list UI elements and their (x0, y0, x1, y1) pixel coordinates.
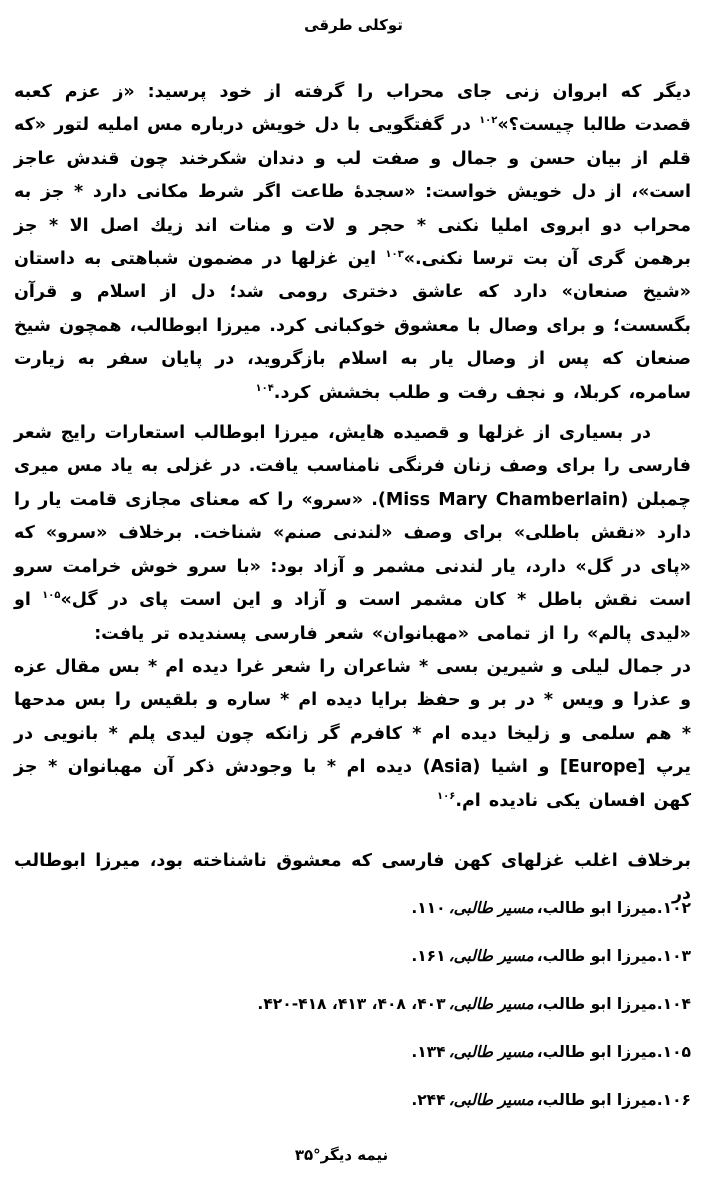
footnote-book-title: مسیر طالبی، (448, 1091, 534, 1109)
poem-text: در جمال لیلی و شیرین بسی * شاعران را شعر غرا دیده ام * بس مقال عزه و عذرا و ویس * در بر و حفظ برایا دیده ام * ساره و بلقیس را بس مدحها * هم سلمی و زلیخا دیده ام * کافرم گر زانکه چون لیدی پلم * بانویی در یرپ [Europe] و اشیا (Asia) دیده ام * با وجودش ذکر آن مهبانوان * جز کهن افسان یکی نادیده ام. (14, 656, 691, 811)
footnote-106 (14, 1089, 691, 1111)
footnote-pages: ۱۳۴. (411, 1043, 446, 1061)
footnote-author: میرزا ابو طالب، (536, 899, 657, 917)
footnote-number: ۱۰۴. (656, 995, 691, 1013)
footnote-pages: ۲۴۴. (411, 1091, 446, 1109)
paragraph-1 (14, 76, 691, 410)
poem-block (14, 651, 691, 818)
footnote-102 (14, 897, 691, 919)
footnote-number: ۱۰۵. (656, 1043, 691, 1061)
page-footer: نیمه دیگر°۳۵ (294, 1146, 389, 1164)
paragraph-1-text-2: در گفتگویی با دل خویش درباره مس املیه لتور «که قلم از بیان حسن و جمال و صفت لب و دندان شکرخند چون قندش عاجز است»، از دل خویش خواست: «سجدهٔ طاعت اگر شرط مکانی دارد * جز به محراب دو ابروی املیا نکنی * حجر و لات و منات اند زیك اصل الا * جز برهمن گری آن بت ترسا نکنی.» (14, 115, 691, 270)
paragraph-1-text-1: دیگر که ابروان زنی جای محراب را گرفته از خود پرسید: «ز عزم کعبه قصدت طالبا چیست؟» (14, 82, 691, 136)
footnote-book-title: مسیر طالبی، (448, 947, 534, 965)
paragraph-2-text-2: او «لیدی پالم» را از تمامی «مهبانوان» شعر فارسی پسندیده تر یافت: (14, 590, 691, 644)
running-title: توکلی طرقی (304, 16, 403, 34)
footnote-marker-104: ۱۰۴ (255, 382, 274, 394)
footnote-book-title: مسیر طالبی، (448, 899, 534, 917)
footnote-pages: ۱۱۰. (411, 899, 446, 917)
footnote-author: میرزا ابو طالب، (536, 995, 657, 1013)
footnote-book-title: مسیر طالبی، (448, 995, 534, 1013)
footnote-author: میرزا ابو طالب، (536, 947, 657, 965)
footnote-number: ۱۰۶. (656, 1091, 691, 1109)
footnote-104 (14, 993, 691, 1015)
paragraph-2 (14, 417, 691, 651)
paragraph-2-text-1: در بسیاری از غزلها و قصیده هایش، میرزا ابوطالب استعارات رایج شعر فارسی را برای وصف زنان فرنگی نامناسب یافت. در غزلی به یاد مس میری چمبلن (Miss Mary Chamberlain). «سرو» را که معنای مجازی قامت یار را دارد «نقش باطلی» برای وصف «لندنی صنم» شناخت. برخلاف «سرو» که «پای در گل» دارد، یار لندنی مشمر و آزاد بود: «با سرو خوش خرامت سرو است نقش باطل * کان مشمر است و آزاد و این است پای در گل» (14, 423, 691, 611)
footnote-number: ۱۰۳. (656, 947, 691, 965)
footnote-marker-106: ۱۰۶ (437, 790, 456, 802)
footnote-103 (14, 945, 691, 967)
footnote-author: میرزا ابو طالب، (536, 1043, 657, 1061)
footnote-pages: ۱۶۱. (411, 947, 446, 965)
main-text (14, 76, 691, 912)
footnote-book-title: مسیر طالبی، (448, 1043, 534, 1061)
paragraph-3-text: برخلاف اغلب غزلهای کهن فارسی که معشوق ناشناخته بود، میرزا ابوطالب در (14, 850, 691, 905)
paragraph-1-text-3: این غزلها در مضمون شباهتی به داستان «شیخ صنعان» دارد که عاشق دختری رومی شد؛ دل از اسلام و قرآن بگسست؛ و برای وصال با معشوق خوکبانی کرد. میرزا ابوطالب، همچون شیخ صنعان که پس از وصال یار به اسلام بازگروید، در پایان سفر به زیارت سامره، کربلا، و نجف رفت و طلب بخشش کرد. (14, 249, 691, 403)
footnote-author: میرزا ابو طالب، (536, 1091, 657, 1109)
footnote-marker-102: ۱۰۲ (479, 115, 498, 127)
footnote-marker-103: ۱۰۳ (385, 249, 404, 261)
footnote-marker-105: ۱۰۵ (42, 590, 61, 602)
footnote-number: ۱۰۲. (656, 899, 691, 917)
footnote-pages: ۴۰۳، ۴۰۸، ۴۱۳، ۴۱۸-۴۲۰. (257, 995, 446, 1013)
footnote-105 (14, 1041, 691, 1063)
footnotes-section (14, 897, 691, 1137)
